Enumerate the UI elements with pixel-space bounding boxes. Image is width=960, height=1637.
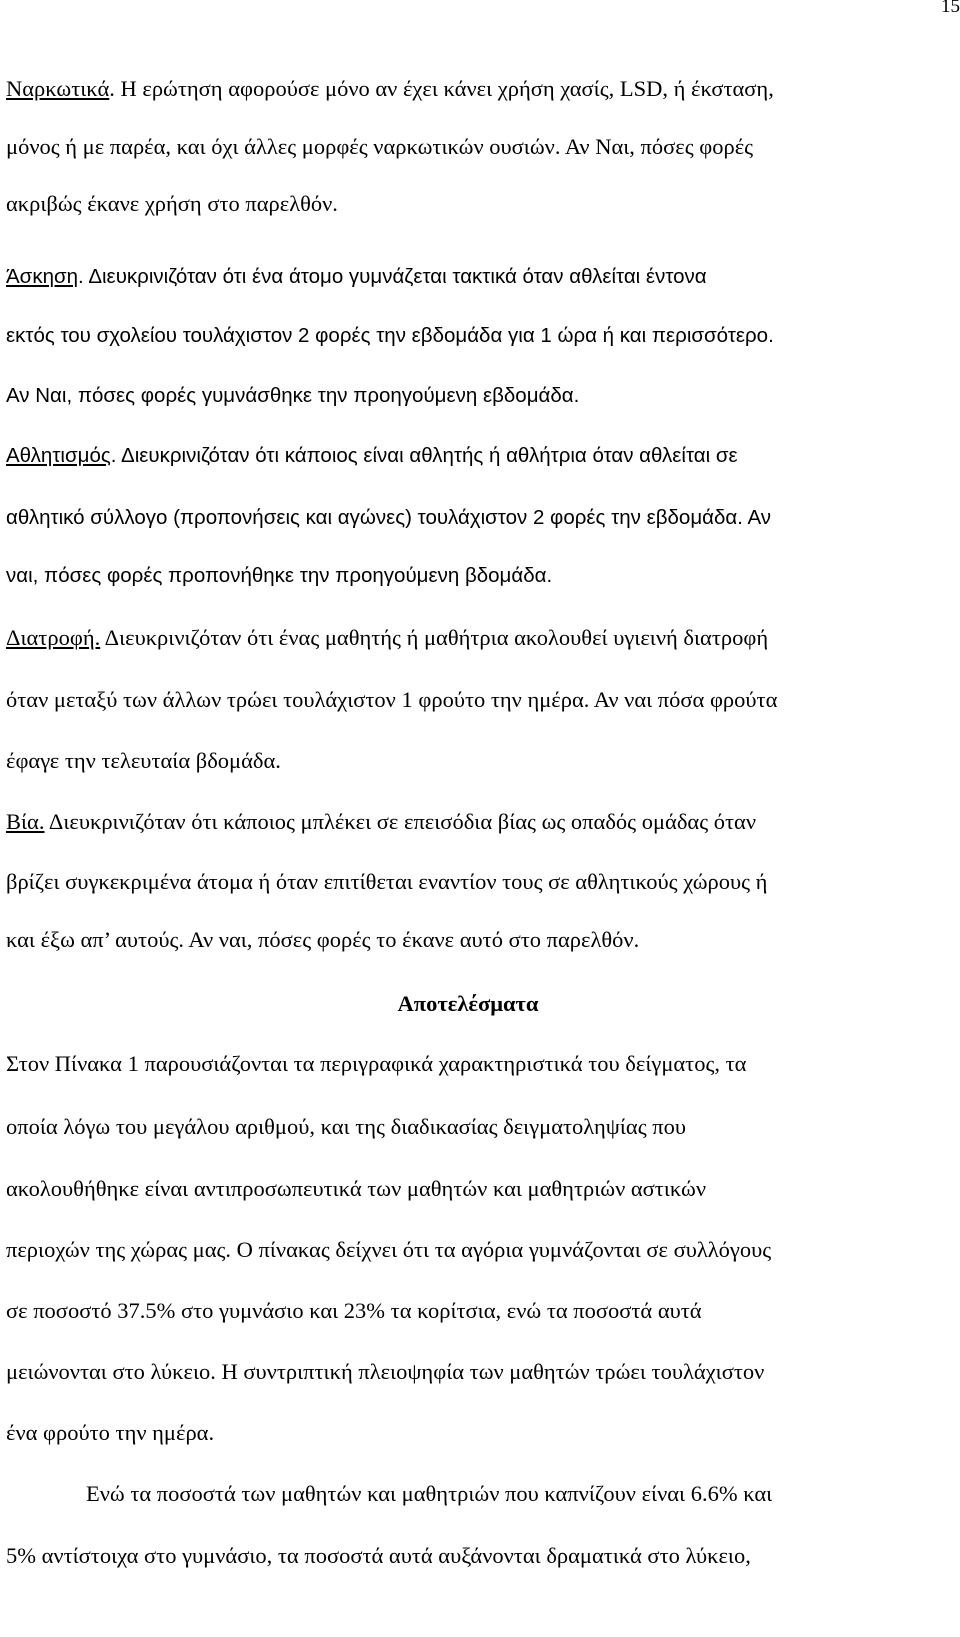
definition-diet-line-2: όταν μεταξύ των άλλων τρώει τουλάχιστον 1 φρούτο την ημέρα. Αν ναι πόσα φρούτα (6, 687, 778, 712)
term-diet: Διατροφή. (6, 625, 101, 650)
definition-sport-line-3: ναι, πόσες φορές προπονήθηκε την προηγούμενη βδομάδα. (6, 564, 553, 587)
definition-narcotics-line-1: Ναρκωτικά. Η ερώτηση αφορούσε μόνο αν έχει κάνει χρήση χασίς, LSD, ή έκσταση, (6, 76, 774, 101)
term-narcotics: Ναρκωτικά (6, 76, 110, 101)
results-line-8: Ενώ τα ποσοστά των μαθητών και μαθητριών που καπνίζουν είναι 6.6% και (86, 1481, 773, 1506)
results-line-7: ένα φρούτο την ημέρα. (6, 1420, 215, 1445)
definition-sport-line-2: αθλητικό σύλλογο (προπονήσεις και αγώνες) τουλάχιστον 2 φορές την εβδομάδα. Αν (6, 506, 772, 529)
definition-exercise-line-2: εκτός του σχολείου τουλάχιστον 2 φορές την εβδομάδα για 1 ώρα ή και περισσότερο. (6, 324, 774, 347)
definition-violence-line-3: και έξω απ’ αυτούς. Αν ναι, πόσες φορές το έκανε αυτό στο παρελθόν. (6, 927, 640, 952)
results-line-2: οποία λόγω του μεγάλου αριθμού, και της διαδικασίας δειγματοληψίας που (6, 1114, 686, 1139)
results-line-6: μειώνονται στο λύκειο. Η συντριπτική πλειοψηφία των μαθητών τρώει τουλάχιστον (6, 1359, 765, 1384)
definition-diet-line-1: Διατροφή. Διευκρινιζόταν ότι ένας μαθητής ή μαθήτρια ακολουθεί υγιεινή διατροφή (6, 625, 769, 650)
definition-exercise-line-3: Αν Ναι, πόσες φορές γυμνάσθηκε την προηγούμενη εβδομάδα. (6, 384, 580, 407)
term-exercise: Άσκηση (6, 265, 79, 288)
definition-violence-line-1: Βία. Διευκρινιζόταν ότι κάποιος μπλέκει σε επεισόδια βίας ως οπαδός ομάδας όταν (6, 809, 756, 834)
results-line-1: Στον Πίνακα 1 παρουσιάζονται τα περιγραφικά χαρακτηριστικά του δείγματος, τα (6, 1051, 747, 1076)
results-line-3: ακολουθήθηκε είναι αντιπροσωπευτικά των μαθητών και μαθητριών αστικών (6, 1176, 707, 1201)
definition-narcotics-line-2: μόνος ή με παρέα, και όχι άλλες μορφές ναρκωτικών ουσιών. Αν Ναι, πόσες φορές (6, 134, 754, 159)
definition-sport-line-1: Αθλητισμός. Διευκρινιζόταν ότι κάποιος είναι αθλητής ή αθλήτρια όταν αθλείται σε (6, 444, 738, 467)
definition-narcotics-line-3: ακριβώς έκανε χρήση στο παρελθόν. (6, 191, 338, 216)
term-sport: Αθλητισμός (6, 444, 111, 467)
results-line-5: σε ποσοστό 37.5% στο γυμνάσιο και 23% τα κορίτσια, ενώ τα ποσοστά αυτά (6, 1298, 702, 1323)
results-line-9: 5% αντίστοιχα στο γυμνάσιο, τα ποσοστά αυτά αυξάνονται δραματικά στο λύκειο, (6, 1543, 751, 1568)
definition-violence-line-2: βρίζει συγκεκριμένα άτομα ή όταν επιτίθεται εναντίον τους σε αθλητικούς χώρους ή (6, 869, 768, 894)
page-number: 15 (941, 0, 960, 17)
definition-diet-line-3: έφαγε την τελευταία βδομάδα. (6, 748, 281, 773)
definition-exercise-line-1: Άσκηση. Διευκρινιζόταν ότι ένα άτομο γυμνάζεται τακτικά όταν αθλείται έντονα (6, 265, 707, 288)
results-line-4: περιοχών της χώρας μας. Ο πίνακας δείχνει ότι τα αγόρια γυμνάζονται σε συλλόγους (6, 1237, 772, 1262)
section-heading-results: Αποτελέσματα (397, 991, 539, 1016)
term-violence: Βία. (6, 809, 45, 834)
